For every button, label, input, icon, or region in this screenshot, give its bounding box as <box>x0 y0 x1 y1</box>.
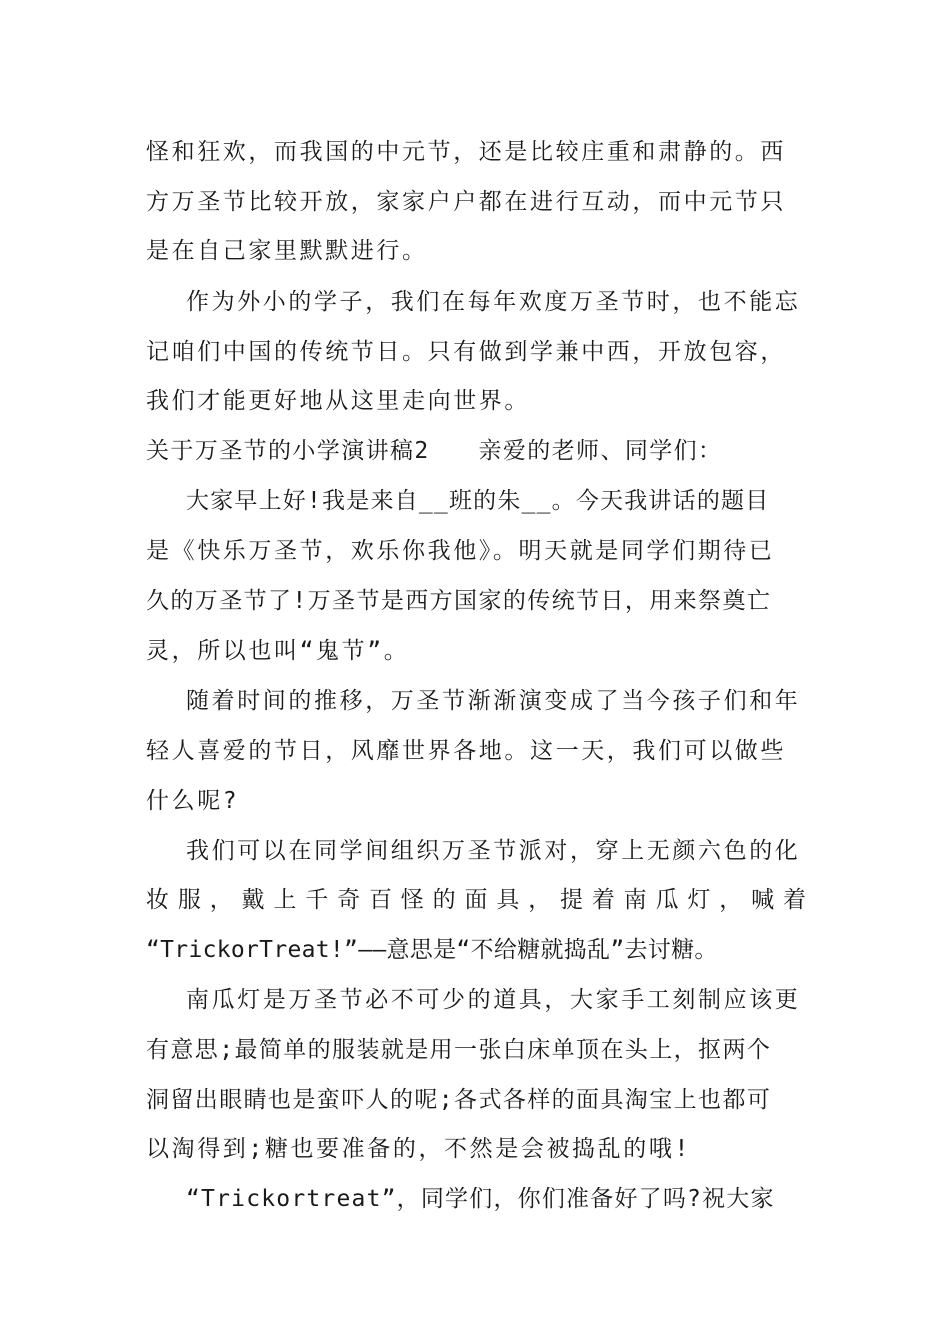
paragraph-6-line-1: 南瓜灯是万圣节必不可少的道具，大家手工刻制应该更 <box>186 987 801 1013</box>
paragraph-2-line-1: 作为外小的学子，我们在每年欢度万圣节时，也不能忘 <box>186 289 801 315</box>
paragraph-3-line-3: 久的万圣节了!万圣节是西方国家的传统节日，用来祭奠亡 <box>146 588 772 614</box>
paragraph-6-line-2: 有意思;最简单的服装就是用一张白床单顶在头上，抠两个 <box>146 1037 772 1063</box>
section-heading: 关于万圣节的小学演讲稿2 亲爱的老师、同学们： <box>146 438 723 464</box>
paragraph-7-line-1: “Trickortreat”，同学们，你们准备好了吗?祝大家 <box>186 1186 775 1212</box>
paragraph-1-line-3: 是在自己家里默默进行。 <box>146 238 428 264</box>
paragraph-1-line-2: 方万圣节比较开放，家家户户都在进行互动，而中元节只 <box>146 189 786 215</box>
paragraph-5-line-2: 妆服，戴上千奇百怪的面具，提着南瓜灯，喊着 <box>146 887 806 913</box>
paragraph-6-line-3: 洞留出眼睛也是蛮吓人的呢;各式各样的面具淘宝上也都可 <box>146 1087 772 1113</box>
paragraph-4-line-2: 轻人喜爱的节日，风靡世界各地。这一天，我们可以做些 <box>146 738 786 764</box>
paragraph-5-line-1: 我们可以在同学间组织万圣节派对，穿上无颜六色的化 <box>186 838 801 864</box>
paragraph-3-line-1: 大家早上好!我是来自__班的朱__。今天我讲话的题目 <box>186 488 770 514</box>
paragraph-5-line-3: “TrickorTreat!”——意思是“不给糖就捣乱”去讨糖。 <box>146 937 718 963</box>
paragraph-3-line-4: 灵，所以也叫“鬼节”。 <box>146 638 410 664</box>
paragraph-2-line-2: 记咱们中国的传统节日。只有做到学兼中西，开放包容， <box>146 339 786 365</box>
paragraph-4-line-3: 什么呢? <box>146 788 240 814</box>
paragraph-3-line-2: 是《快乐万圣节，欢乐你我他》。明天就是同学们期待已 <box>146 538 775 564</box>
paragraph-6-line-4: 以淘得到;糖也要准备的，不然是会被捣乱的哦! <box>146 1136 691 1162</box>
paragraph-1-line-1: 怪和狂欢，而我国的中元节，还是比较庄重和肃静的。西 <box>146 139 786 165</box>
paragraph-2-line-3: 我们才能更好地从这里走向世界。 <box>146 388 530 414</box>
paragraph-4-line-1: 随着时间的推移，万圣节渐渐演变成了当今孩子们和年 <box>186 688 801 714</box>
